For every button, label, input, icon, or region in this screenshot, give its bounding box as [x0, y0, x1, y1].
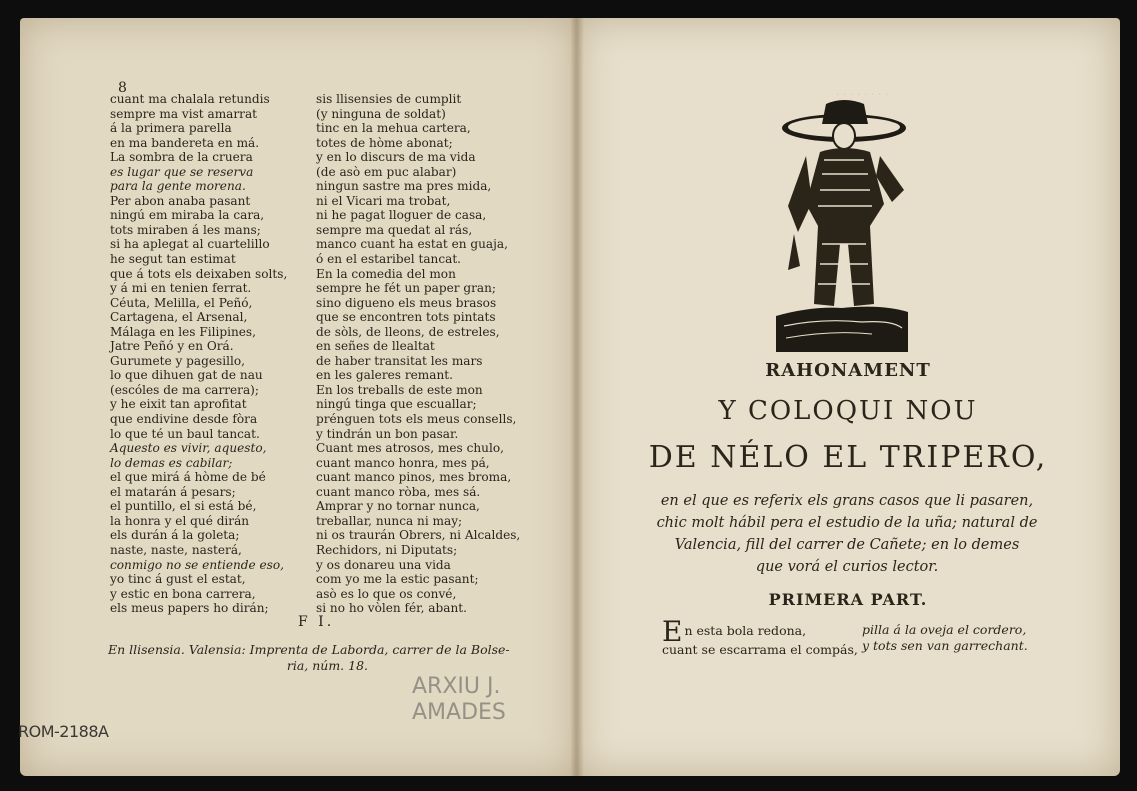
- verse-line: el que mirá á hòme de bé: [110, 470, 266, 485]
- verse-line: en señes de llealtat: [316, 339, 435, 354]
- verse-line: (escóles de ma carrera);: [110, 382, 259, 397]
- verse-line: Per abon anaba pasant: [110, 193, 251, 208]
- verse-line: y en lo discurs de ma vida: [316, 150, 476, 165]
- verse-line-text: n esta bola redona,: [684, 623, 807, 638]
- part-heading: PRIMERA PART.: [768, 590, 928, 609]
- verse-line: ni he pagat lloguer de casa,: [316, 208, 487, 223]
- verse-line: lo que dihuen gat de nau: [110, 368, 263, 383]
- catalog-mark: ROM-2188A: [18, 722, 109, 741]
- verse-line: ni el Vicari ma trobat,: [316, 193, 451, 208]
- verse-line: la honra y el qué dirán: [110, 513, 250, 528]
- verse-line: treballar, nunca ni may;: [316, 513, 463, 528]
- bleed-through-text: · · · · · · · ·: [836, 88, 889, 101]
- verse-line: La sombra de la cruera: [110, 150, 253, 165]
- verse-line: de haber transitat les mars: [316, 353, 483, 368]
- verse-line: de sòls, de lleons, de estreles,: [316, 324, 500, 339]
- verse-line: he segut tan estimat: [110, 252, 236, 267]
- verse-line: cuant se escarrama el compás,: [662, 642, 858, 657]
- verse-line: yo tinc á gust el estat,: [110, 572, 246, 587]
- verse-line: en ma bandereta en má.: [110, 135, 260, 150]
- verse-line: cuant manco ròba, mes sá.: [316, 484, 481, 499]
- verse-line: el puntillo, el si está bé,: [110, 499, 257, 514]
- drop-cap: E: [662, 615, 683, 648]
- verse-line: para la gente morena.: [110, 179, 246, 194]
- imprint-line-2: ria, núm. 18.: [286, 658, 368, 673]
- verse-line: á la primera parella: [110, 121, 232, 136]
- verse-line: y he eixit tan aprofitat: [110, 397, 247, 412]
- verse-line: y á mi en tenien ferrat.: [110, 281, 252, 296]
- verse-line: els durán á la goleta;: [110, 528, 240, 543]
- verse-line: Gurumete y pagesillo,: [110, 353, 245, 368]
- fin-mark: F I.: [298, 614, 335, 630]
- subtitle-line-3: Valencia, fill del carrer de Cañete; en lo demes: [674, 537, 1020, 553]
- title-rahonament: RAHONAMENT: [765, 360, 931, 381]
- verse-line: conmigo no se entiende eso,: [110, 557, 285, 572]
- verse-column-2: [316, 92, 520, 616]
- verse-line: naste, naste, nasterá,: [110, 542, 242, 557]
- verse-line: y tots sen van garrechant.: [862, 638, 1028, 653]
- verse-line: Céuta, Melilla, el Peñó,: [110, 295, 253, 310]
- verse-line: ó en el estaribel tancat.: [316, 252, 462, 267]
- verse-line: els meus papers ho dirán;: [110, 601, 269, 616]
- verse-line: si ha aplegat al cuartelillo: [110, 237, 270, 252]
- folded-sheet: [20, 18, 1120, 776]
- opening-verse-right: [862, 622, 1028, 654]
- verse-line: Cuant mes atrosos, mes chulo,: [316, 441, 504, 456]
- left-page: [20, 18, 576, 776]
- verse-line: Málaga en les Filipines,: [110, 324, 256, 339]
- verse-line: En los treballs de este mon: [316, 382, 483, 397]
- verse-line: com yo me la estic pasant;: [316, 572, 479, 587]
- verse-line: Amprar y no tornar nunca,: [316, 499, 480, 514]
- verse-line: cuant manco honra, mes pá,: [316, 455, 490, 470]
- verse-line: sempre he fét un paper gran;: [316, 281, 496, 296]
- stamp-line-1: ARXIU J.: [412, 674, 501, 699]
- archive-stamp: [412, 674, 512, 736]
- verse-line: tots miraben á les mans;: [110, 222, 261, 237]
- verse-line: en les galeres remant.: [316, 368, 453, 383]
- verse-line: sis llisensies de cumplit: [316, 92, 462, 106]
- verse-line: es lugar que se reserva: [110, 164, 254, 179]
- verse-line: sino digueno els meus brasos: [316, 295, 497, 310]
- verse-line: asò es lo que os convé,: [316, 586, 457, 601]
- subtitle-line-1: en el que es referix els grans casos que li pasaren,: [660, 493, 1034, 509]
- imprint: [108, 642, 518, 674]
- verse-line: sempre ma vist amarrat: [110, 106, 258, 121]
- verse-line: tinc en la mehua cartera,: [316, 121, 471, 136]
- verse-line: y os donareu una vida: [316, 557, 451, 572]
- verse-line: que á tots els deixaben solts,: [110, 266, 288, 281]
- verse-line: (de asò em puc alabar): [316, 164, 457, 179]
- woodcut-figure-illustration: [772, 94, 912, 352]
- page-number: 8: [118, 80, 127, 96]
- verse-line: ni os traurán Obrers, ni Alcaldes,: [316, 528, 521, 543]
- verse-line: que endivine desde fòra: [110, 412, 258, 427]
- verse-line: que se encontren tots pintats: [316, 310, 496, 325]
- imprint-line-1: En llisensia. Valensia: Imprenta de Laborda, carrer de la Bolse-: [108, 642, 510, 657]
- verse-line: ningú tinga que escuallar;: [316, 397, 477, 412]
- verse-line: ningú em miraba la cara,: [110, 208, 265, 223]
- verse-line: Rechidors, ni Diputats;: [316, 542, 458, 557]
- title-nelo-el-tripero: DE NÉLO EL TRIPERO,: [648, 440, 1048, 475]
- verse-line: si no ho vòlen fér, abant.: [316, 601, 467, 616]
- verse-line: lo que té un baul tancat.: [110, 426, 260, 441]
- verse-line: totes de hòme abonat;: [316, 135, 453, 150]
- verse-line: y estic en bona carrera,: [110, 586, 256, 601]
- verse-line: [662, 615, 858, 648]
- title-coloqui-nou: Y COLOQUI NOU: [718, 396, 978, 426]
- subtitle-line-2: chic molt hábil pera el estudio de la uña; natural de: [656, 515, 1038, 531]
- verse-line: cuant manco pinos, mes broma,: [316, 470, 512, 485]
- verse-line: En la comedia del mon: [316, 266, 456, 281]
- verse-line: Cartagena, el Arsenal,: [110, 310, 248, 325]
- verse-line: y tindrán un bon pasar.: [316, 426, 459, 441]
- verse-line: cuant ma chalala retundis: [110, 92, 270, 106]
- stamp-line-2: AMADES: [412, 700, 506, 725]
- verse-line: ningun sastre ma pres mida,: [316, 179, 492, 194]
- subtitle: [632, 490, 1062, 578]
- verse-line: lo demas es cabilar;: [110, 455, 233, 470]
- verse-line: sempre ma quedat al rás,: [316, 222, 473, 237]
- verse-column-1: [110, 92, 287, 616]
- opening-verse-left: [662, 615, 858, 658]
- subtitle-line-4: que vorá el curios lector.: [755, 559, 939, 575]
- verse-line: pilla á la oveja el cordero,: [862, 622, 1027, 637]
- verse-line: el matarán á pesars;: [110, 484, 236, 499]
- verse-line: manco cuant ha estat en guaja,: [316, 237, 508, 252]
- verse-line: (y ninguna de soldat): [316, 106, 446, 121]
- verse-line: Aquesto es vivir, aquesto,: [110, 441, 267, 456]
- verse-line: Jatre Peñó y en Orá.: [110, 339, 234, 354]
- verse-line: prénguen tots els meus consells,: [316, 412, 517, 427]
